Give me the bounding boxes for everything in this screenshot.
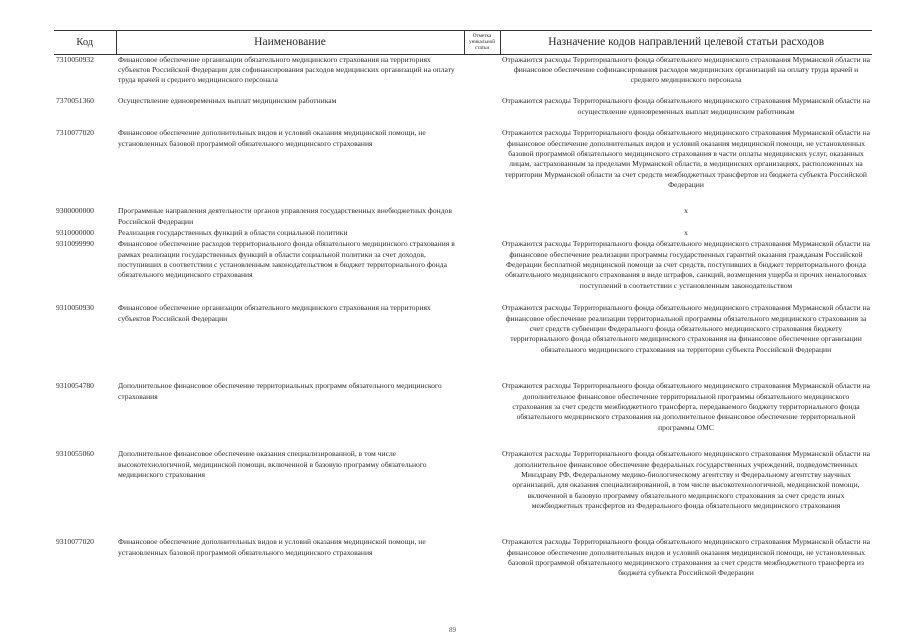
page-number: 89 [449, 626, 456, 634]
row-purpose: Отражаются расходы Территориального фонда обязательного медицинского страхования Мурманской области на дополнительное финансовое обеспечение территориальной программы обязательного медицинского страхования за счет средств межбюджетного трансферта, передаваемого бюджету территориального фонда обязательного медицинского страхования на дополнительное финансовое обеспечение территориальной программы ОМС [502, 381, 871, 432]
header-code: Код [54, 31, 116, 55]
row-purpose: Отражаются расходы Территориального фонда обязательного медицинского страхования Мурманской области на финансовое обеспечение софинансирования расходов медицинских организаций на оплату труда врачей и среднего медицинского персонала [502, 54, 871, 85]
row-purpose: х [684, 228, 688, 238]
row-mark [464, 239, 500, 303]
row-name: Финансовое обеспечение организации обязательного медицинского страхования на территориях субъектов Российской Федерации для софинансирования расходов медицинских организаций на оплату труда врачей и среднего медицинского персонала [118, 54, 455, 85]
row-code: 7310050932 [56, 54, 94, 64]
table-header-row [54, 31, 872, 55]
row-purpose: Отражаются расходы Территориального фонда обязательного медицинского страхования Мурманской области на финансовое обеспечение реализации территориальной программы обязательного медицинского страхования за счет средств субвенции Федерального фонда обязательного медицинского страхования бюджету территориального фонда обязательного медицинского страхования на финансовое обеспечение организации обязательного медицинского страхования на территории субъекта Российской Федерации [502, 303, 871, 354]
row-purpose: Отражаются расходы Территориального фонда обязательного медицинского страхования Мурманской области на финансовое обеспечение дополнительных видов и условий оказания медицинской помощи, не установленных базовой программой обязательного медицинского страхования за счет средств межбюджетного трансферта из бюджета субъекта Российской Федерации [502, 537, 871, 578]
row-code: 7310077020 [56, 128, 94, 138]
row-code: 9310099990 [56, 239, 94, 249]
table-row [54, 54, 872, 96]
row-name: Дополнительное финансовое обеспечение территориальных программ обязательного медицинского страхования [118, 381, 442, 401]
row-mark [464, 303, 500, 381]
row-mark [464, 96, 500, 128]
row-mark [464, 54, 500, 96]
row-mark [464, 537, 500, 583]
row-name: Дополнительное финансовое обеспечение оказания специализированной, в том числе высокотехнологичной, медицинской помощи, включенной в базовую программу обязательного медицинского страхования [118, 449, 427, 479]
row-name: Программные направления деятельности органов управления государственных внебюджетных фондов Российской Федерации [118, 206, 452, 226]
row-mark [464, 228, 500, 239]
row-mark [464, 128, 500, 206]
header-purpose: Назначение кодов направлений целевой статьи расходов [500, 31, 872, 55]
header-name: Наименование [116, 31, 464, 55]
row-purpose: Отражаются расходы Территориального фонда обязательного медицинского страхования Мурманской области на осуществление единовременных выплат медицинским работникам [502, 96, 871, 116]
table-row [54, 228, 872, 239]
budget-codes-table [54, 30, 872, 583]
table-row [54, 128, 872, 206]
table-row [54, 537, 872, 583]
row-name: Финансовое обеспечение организации обязательного медицинского страхования на территориях субъектов Российской Федерации [118, 303, 431, 323]
row-mark [464, 381, 500, 449]
table-row [54, 381, 872, 449]
row-code: 9310054780 [56, 381, 94, 391]
header-unique-mark: Отметка уникальной статьи [464, 31, 500, 55]
row-code: 9310050930 [56, 303, 94, 313]
row-mark [464, 206, 500, 228]
row-name: Реализация государственных функций в области социальной политики [118, 228, 348, 238]
row-mark [464, 449, 500, 537]
row-purpose: Отражаются расходы Территориального фонда обязательного медицинского страхования Мурманской области на финансовое обеспечение реализации программы государственных гарантий оказания гражданам Российской Федерации бесплатной медицинской помощи за счет средств, поступивших в бюджет территориального фонда обязательного медицинского страхования в виде штрафов, санкций, возмещения ущерба и прочих неналоговых поступлений в соответствии с установленным законодательством [502, 239, 871, 290]
row-purpose: Отражаются расходы Территориального фонда обязательного медицинского страхования Мурманской области на дополнительное финансовое обеспечение федеральных государственных учреждений, подведомственных Минздраву РФ, Федеральному медико-биологическому агентству и Федеральному агентству научных организаций, для оказания специализированной, в том числе высокотехнологичной, медицинской помощи, включенной в базовую программу обязательного медицинского страхования за счет средств иных межбюджетных трансфертов из Федерального фонда обязательного медицинского страхования [502, 449, 871, 511]
row-purpose: х [684, 206, 688, 216]
table-row [54, 239, 872, 303]
row-name: Финансовое обеспечение дополнительных видов и условий оказания медицинской помощи, не установленных базовой программой обязательного медицинского страхования [118, 128, 426, 148]
row-code: 9310077020 [56, 537, 94, 547]
row-name: Осуществление единовременных выплат медицинским работникам [118, 96, 337, 106]
table-row [54, 449, 872, 537]
row-code: 9310000000 [56, 228, 94, 238]
table-row [54, 206, 872, 228]
row-code: 7370051360 [56, 96, 94, 106]
row-code: 9310055060 [56, 449, 94, 459]
table-row [54, 96, 872, 128]
row-code: 9300000000 [56, 206, 94, 216]
table-row [54, 303, 872, 381]
row-name: Финансовое обеспечение дополнительных видов и условий оказания медицинской помощи, не установленных базовой программой обязательного медицинского страхования [118, 537, 426, 557]
row-name: Финансовое обеспечение расходов территориального фонда обязательного медицинского страхования в рамках реализации государственных функций в области социальной политики за счет доходов, поступивших в соответствии с установленным законодательством в бюджет территориального фонда обязательного медицинского страхования [118, 239, 455, 280]
row-purpose: Отражаются расходы Территориального фонда обязательного медицинского страхования Мурманской области на финансовое обеспечение дополнительных видов и условий оказания медицинской помощи, не установленных базовой программой обязательного медицинского страхования в части оплаты медицинских услуг, оказанных лицам, застрахованным за пределами Мурманской области, в медицинских организациях, расположенных на территории Мурманской области за счет средств межбюджетных трансфертов из бюджета субъекта Российской Федерации [502, 128, 871, 190]
